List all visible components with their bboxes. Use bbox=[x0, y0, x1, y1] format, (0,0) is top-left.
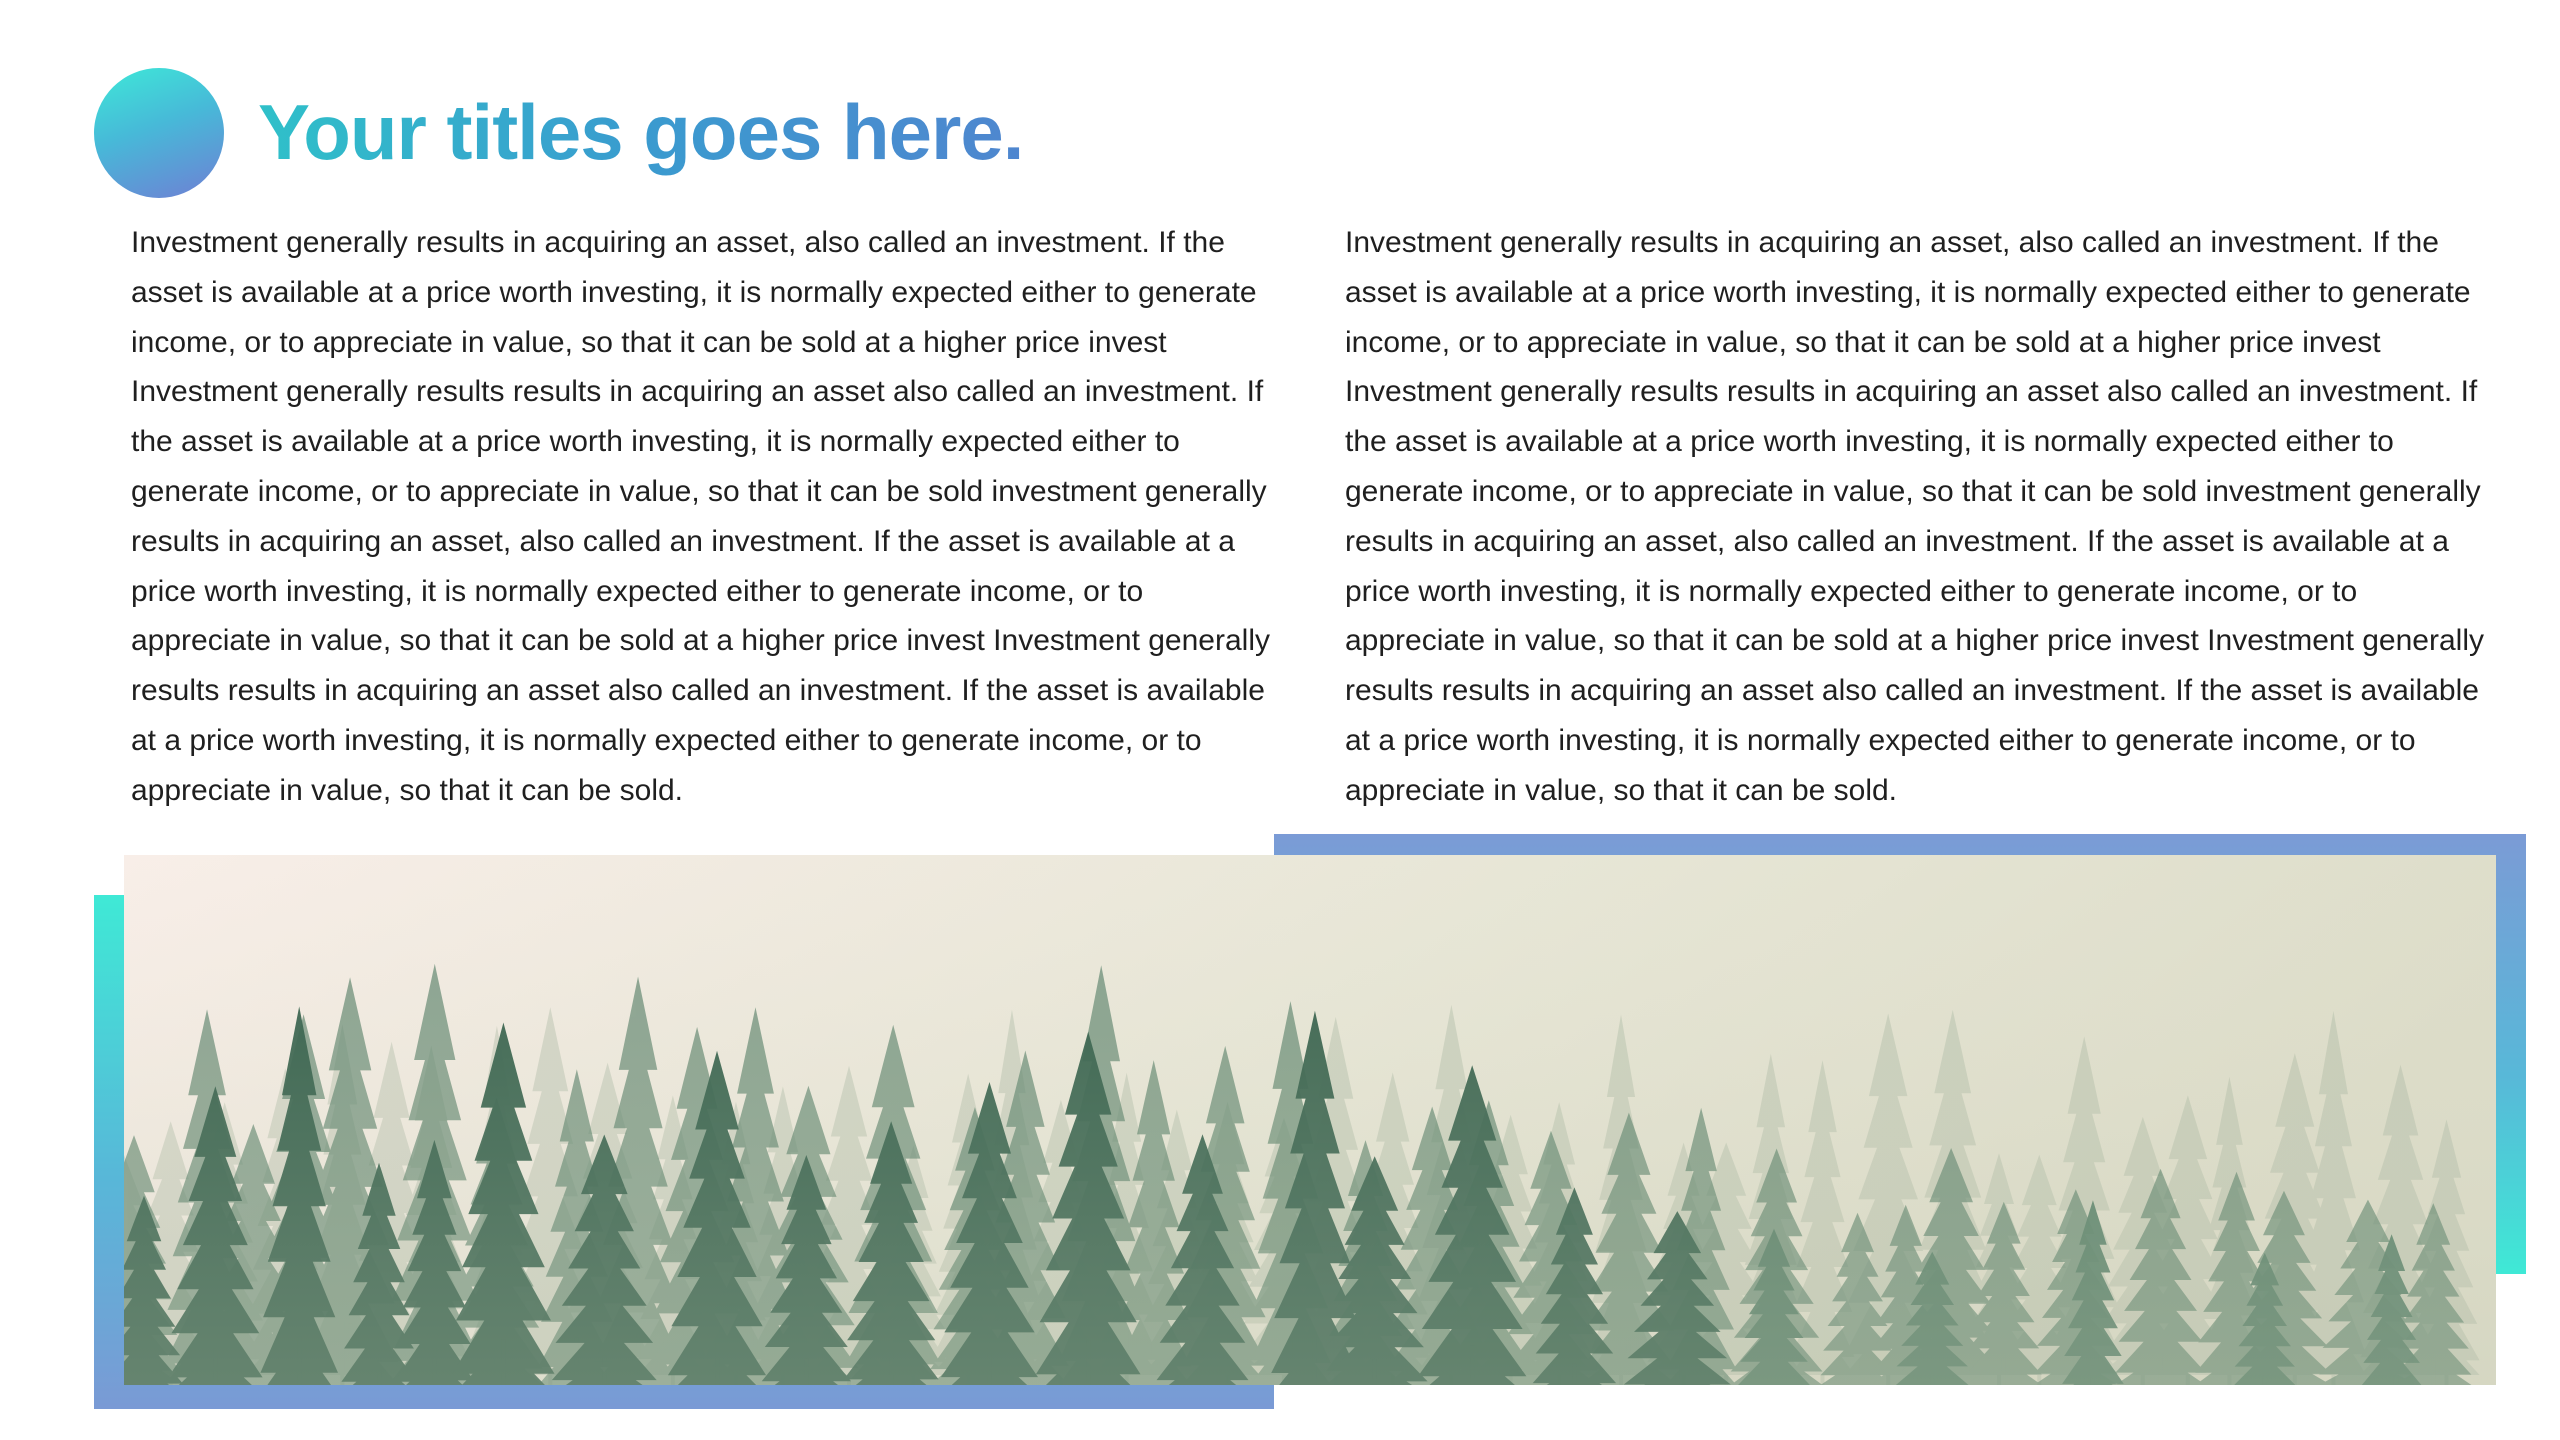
forest-photo bbox=[124, 855, 2496, 1385]
right-text-column: Investment generally results in acquiring an asset, also called an investment. If the asset is available at a price worth investing, it is normally expected either to generate income, or to appreciate in value, so that it can be sold at a higher price invest Investment generally results results in acquiring an asset also called an investment. If the asset is available at a price worth investing, it is normally expected either to generate income, or to appreciate in value, so that it can be sold investment generally results in acquiring an asset, also called an investment. If the asset is available at a price worth investing, it is normally expected either to generate income, or to appreciate in value, so that it can be sold at a higher price invest Investment generally results results in acquiring an asset also called an investment. If the asset is available at a price worth investing, it is normally expected either to generate income, or to appreciate in value, so that it can be sold. bbox=[1345, 226, 2484, 807]
slide-title: Your titles goes here. bbox=[258, 72, 1023, 192]
title-bullet-circle bbox=[94, 68, 224, 198]
left-text-column: Investment generally results in acquiring an asset, also called an investment. If the asset is available at a price worth investing, it is normally expected either to generate income, or to appreciate in value, so that it can be sold at a higher price invest Investment generally results results in acquiring an asset also called an investment. If the asset is available at a price worth investing, it is normally expected either to generate income, or to appreciate in value, so that it can be sold investment generally results in acquiring an asset, also called an investment. If the asset is available at a price worth investing, it is normally expected either to generate income, or to appreciate in value, so that it can be sold at a higher price invest Investment generally results results in acquiring an asset also called an investment. If the asset is available at a price worth investing, it is normally expected either to generate income, or to appreciate in value, so that it can be sold. bbox=[131, 226, 1270, 807]
forest-illustration bbox=[124, 855, 2496, 1385]
